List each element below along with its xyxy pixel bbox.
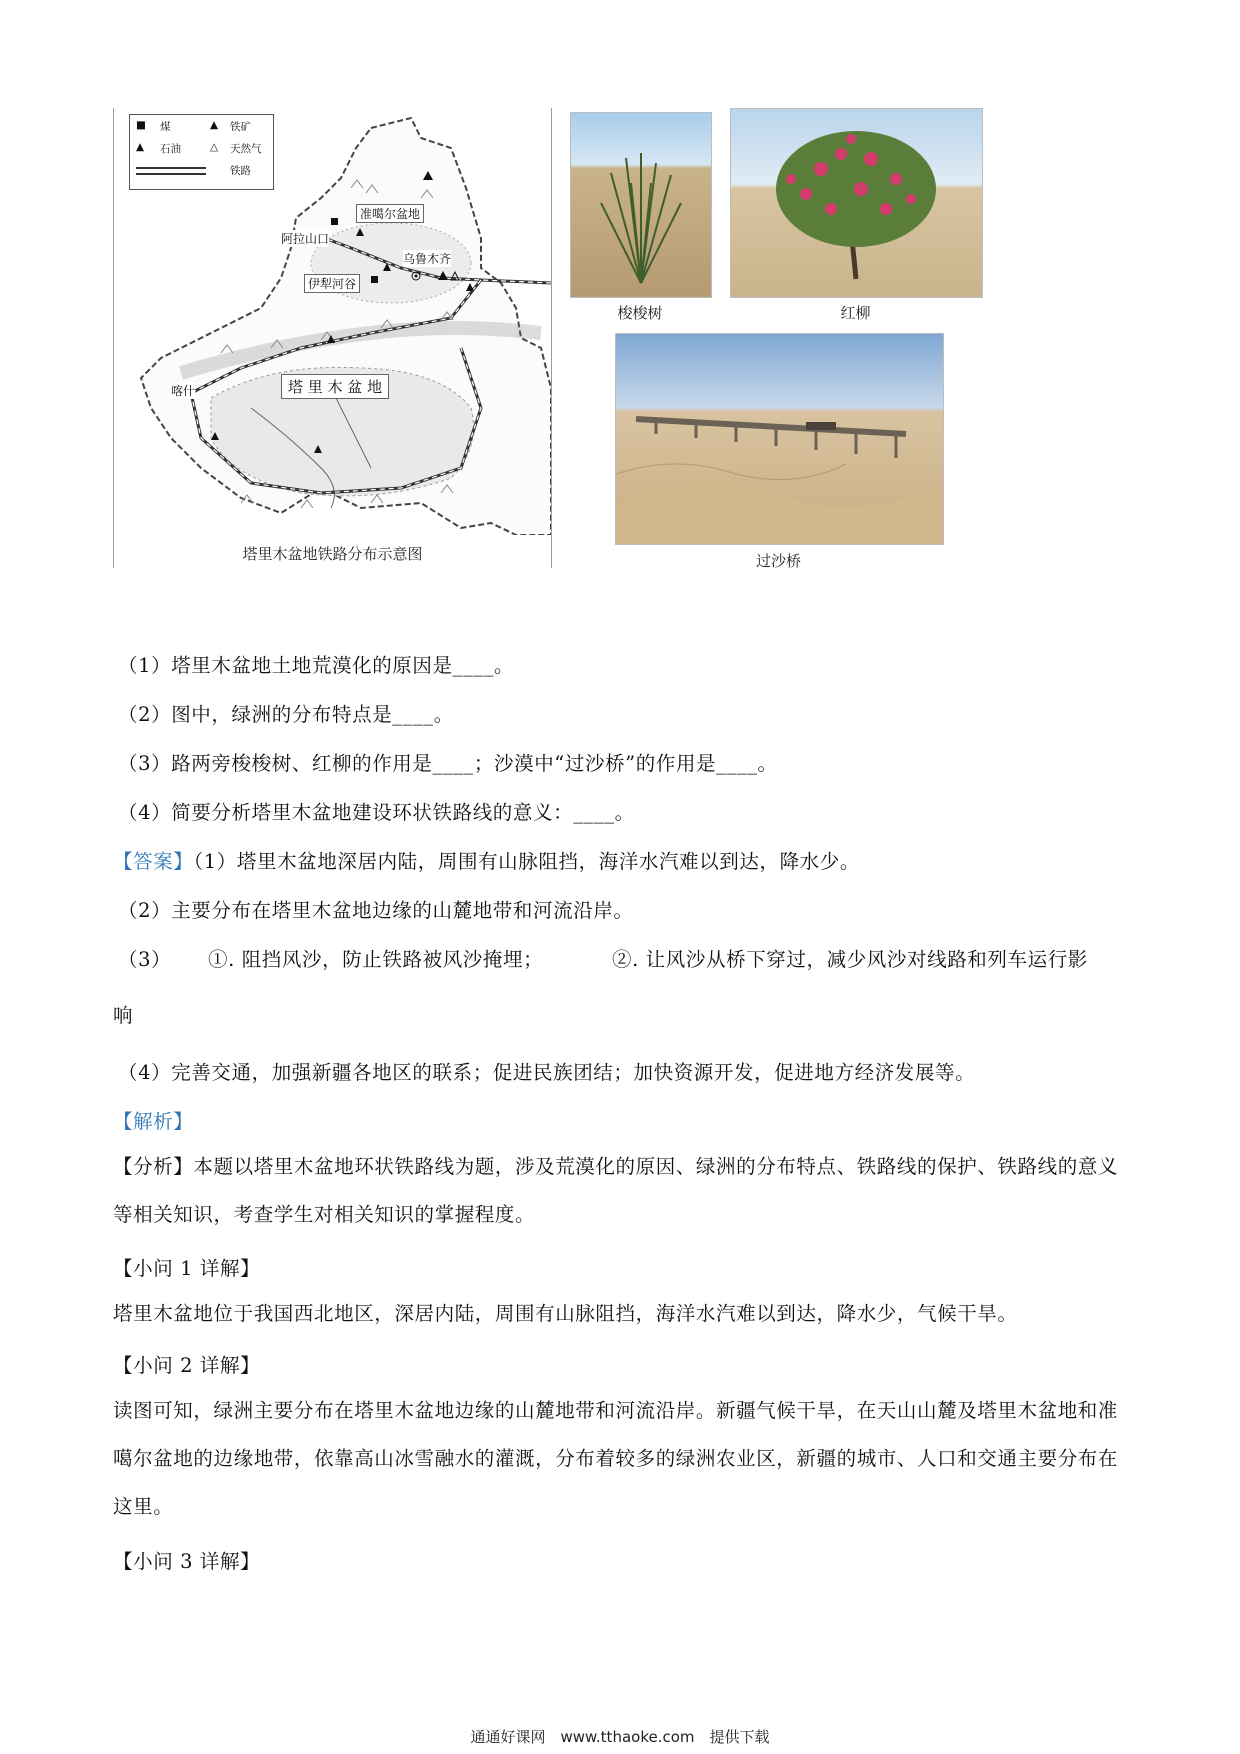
sub2-text: 读图可知，绿洲主要分布在塔里木盆地边缘的山麓地带和河流沿岸。新疆气候干旱，在天山山麓及塔里木盆地和准噶尔盆地的边缘地带，依靠高山冰雪融水的灌溉，分布着较多的绿洲农业区，新疆的城市、人口和交通主要分布在这里。 <box>113 1399 1119 1518</box>
question-1: （1）塔里木盆地土地荒漠化的原因是____。 <box>118 654 515 677</box>
sand-bridge-photo <box>615 333 944 545</box>
sub2-title: 【小问 2 详解】 <box>113 1354 261 1377</box>
legend-iron-label: 铁矿 <box>230 121 251 133</box>
map-figure <box>113 108 552 568</box>
legend-oil-label: 石油 <box>160 143 181 155</box>
answer-2: （2）主要分布在塔里木盆地边缘的山麓地带和河流沿岸。 <box>118 899 634 922</box>
analysis-tag: 【解析】 <box>113 1110 194 1133</box>
question-2: （2）图中，绿洲的分布特点是____。 <box>118 703 454 726</box>
sand-bridge-drawing <box>616 334 943 544</box>
label-junggar: 准噶尔盆地 <box>356 204 424 223</box>
label-alashankou: 阿拉山口 <box>281 232 330 246</box>
label-ili: 伊犁河谷 <box>304 274 360 293</box>
answer-tag: 【答案】 <box>113 850 194 873</box>
answer-1: （1）塔里木盆地深居内陆，周围有山脉阻挡，海洋水汽难以到达，降水少。 <box>193 850 860 873</box>
saxaul-plant-drawing <box>571 113 711 297</box>
sub3-title: 【小问 3 详解】 <box>113 1550 261 1573</box>
iron-symbol-icon: ▲ <box>210 119 219 131</box>
sub1-title: 【小问 1 详解】 <box>113 1257 261 1280</box>
map-legend <box>129 114 274 190</box>
legend-gas-label: 天然气 <box>230 143 262 155</box>
saxaul-caption: 梭梭树 <box>617 304 663 322</box>
question-3: （3）路两旁梭梭树、红柳的作用是____；沙漠中“过沙桥”的作用是____。 <box>118 752 778 775</box>
gas-symbol-icon: △ <box>210 141 219 153</box>
answer-3-part1: ①. 阻挡风沙，防止铁路被风沙掩埋； <box>208 948 544 971</box>
legend-coal-label: 煤 <box>160 121 171 133</box>
tarim-railway-map <box>121 108 551 535</box>
legend-railway-label: 铁路 <box>230 165 251 177</box>
answer-3-part2: ②. 让风沙从桥下穿过，减少风沙对线路和列车运行影 <box>612 948 1088 971</box>
answer-4: （4）完善交通，加强新疆各地区的联系；促进民族团结；加快资源开发，促进地方经济发展等。 <box>118 1061 976 1084</box>
sub1-text: 塔里木盆地位于我国西北地区，深居内陆，周围有山脉阻挡，海洋水汽难以到达，降水少，气候干旱。 <box>113 1302 1018 1325</box>
answer-3-num: （3） <box>118 948 172 971</box>
bridge-caption: 过沙桥 <box>755 552 801 570</box>
analysis-intro: 【分析】本题以塔里木盆地环状铁路线为题，涉及荒漠化的原因、绿洲的分布特点、铁路线的保护、铁路线的意义等相关知识，考查学生对相关知识的掌握程度。 <box>113 1155 1119 1226</box>
answer-3-continued: 响 <box>113 1004 134 1027</box>
map-caption: 塔里木盆地铁路分布示意图 <box>242 545 423 563</box>
saxaul-photo <box>570 112 712 298</box>
label-kashgar: 喀什 <box>171 384 196 398</box>
page-footer: 通通好课网 www.tthaoke.com 提供下载 <box>470 1728 770 1746</box>
oil-symbol-icon: ▲ <box>136 141 145 153</box>
answer-1-line <box>113 846 860 874</box>
railway-symbol-icon <box>136 167 206 175</box>
coal-symbol-icon: ■ <box>136 119 146 131</box>
tamarisk-photo <box>730 108 983 298</box>
tamarisk-caption: 红柳 <box>840 304 871 322</box>
label-tarim: 塔 里 木 盆 地 <box>281 374 389 399</box>
tamarisk-tree-drawing <box>731 109 982 297</box>
label-urumqi: 乌鲁木齐 <box>403 252 452 266</box>
question-4: （4）简要分析塔里木盆地建设环状铁路线的意义：____。 <box>118 801 635 824</box>
